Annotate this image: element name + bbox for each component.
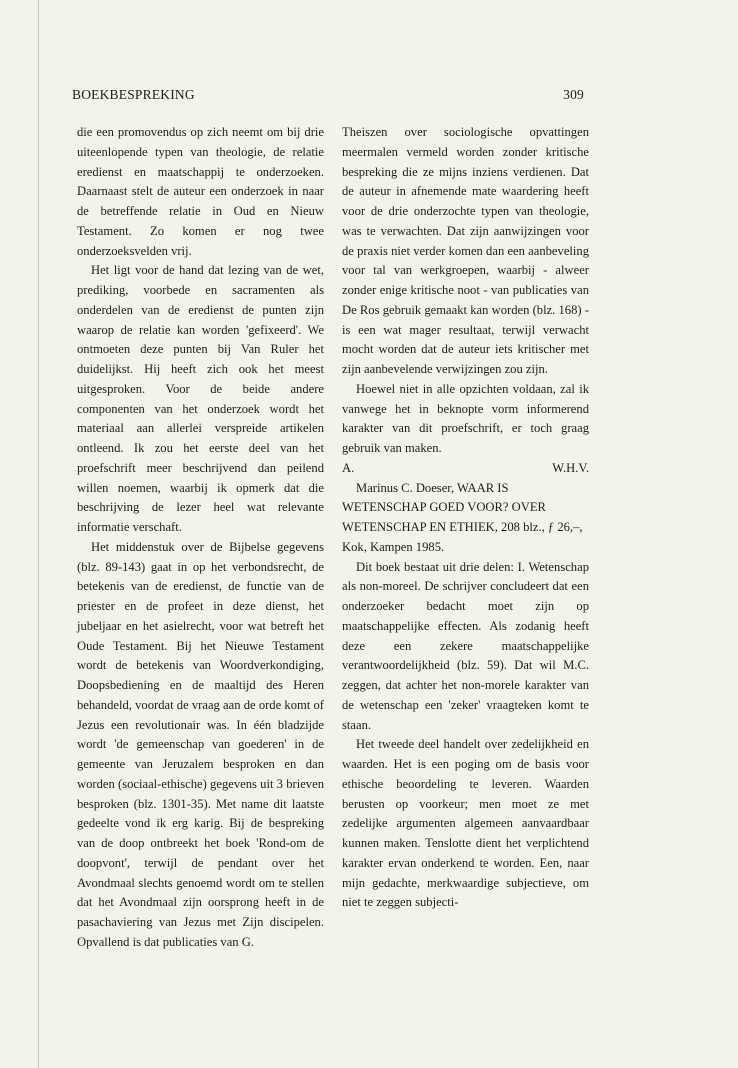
bibliographic-entry: Marinus C. Doeser, WAAR IS WETENSCHAP GOED VOOR? OVER WETENSCHAP EN ETHIEK, 208 blz., ƒ 26,–, Kok, Kampen 1985. [342,480,583,554]
right-column [342,123,589,913]
reviewer-initials: W.H.V. [552,460,589,475]
paragraph-1: die een promovendus op zich neemt om bij drie uiteenlopende typen van theologie, de relatie eredienst en maatschappij te onderzoeken. Daarnaast stelt de auteur een onderzoek in naar de betreffende relatie in Oud en Nieuw Testament. Zo komen er nog twee onderzoeksvelden vrij. [77,125,324,258]
paragraph-continued: Theiszen over sociologische opvattingen meermalen vermeld worden zonder kritische bespreking die ze mijns inziens verdienen. Dat de auteur in afnemende mate waardering heeft voor de drie onderzochte typen van theologie, was te verwachten. Dat zijn aanwijzingen voor de praxis niet verder komen dan een aanbeveling voor tal van werkgroepen, waarbij - alweer zonder enige kritische noot - van publicaties van De Ros gebruik gemaakt kan worden (blz. 168) - is een wat mager resultaat, terwijl verwacht mocht worden dat de auteur iets kritischer met zijn aanbevelende verwijzingen zou zijn. [342,125,589,376]
signature-row [342,459,589,479]
left-column [77,123,324,953]
scan-edge-line [38,0,39,1068]
review-paragraph-2: Het tweede deel handelt over zedelijkheid en waarden. Het is een poging om de basis voor ethische beoordeling te leveren. Waarden berusten op voorkeur; men moet ze met zedelijke argumenten algemeen aanvaardbaar kunnen maken. Tenslotte dient het verplichtend karakter ervan onderkend te worden. Een, naar mijn gedachte, merkwaardige subjectieve, om niet te zeggen subjecti- [342,737,589,910]
paragraph-2: Het ligt voor de hand dat lezing van de wet, prediking, voorbede en sacramenten als onderdelen van de eredienst de punten zijn waarop de relatie kan worden 'gefixeerd'. We ontmoeten deze punten bij Van Ruler het duidelijkst. Hij heeft zich ook het meest uitgesproken. Voor de beide andere componenten van het onderzoek wordt het materiaal aan allerlei verspreide artikelen ontleend. Ik zou het eerste deel van het proefschrift meer beschrijvend dan peilend willen noemen, waarbij ik opmerk dat die beschrijving de lezer heel wat relevante informatie verschaft. [77,263,324,534]
running-head [72,87,584,105]
section-title: BOEKBESPREKING [72,87,195,102]
signature-initial: A. [342,460,355,475]
review-paragraph-1: Dit boek bestaat uit drie delen: I. Wetenschap als non-moreel. De schrijver concludeert dat een onderzoeker bedacht moet zijn op maatschappelijke effecten. Als zodanig heeft deze een zekere maatschappelijke verantwoordelijkheid (blz. 59). Dat wil M.C. zeggen, dat achter het non-morele karakter van de wetenschap een 'zeker' vraagteken komt te staan. [342,559,589,732]
paragraph-3: Het middenstuk over de Bijbelse gegevens (blz. 89-143) gaat in op het verbondsrecht, de betekenis van de eredienst, de functie van de priester en de profeet in deze dienst, het jubeljaar en het asielrecht, voor wat betreft het Oude Testament. Bij het Nieuwe Testament wordt de betekenis van Woordverkondiging, Doopsbediening en de maaltijd des Heren behandeld, voordat de vraag aan de orde komt of Jezus een revolutionair was. In één bladzijde wordt 'de gemeenschap van goederen' in de gemeente van Jeruzalem besproken en dan worden (sociaal-ethische) gegevens uit 3 brieven besproken (blz. 1301-35). Met name dit laatste gedeelte vond ik erg karig. Bij de bespreking van de doop ontbreekt het boek 'Rond-om de doopvont', terwijl de pendant over het Avondmaal slechts genoemd wordt om te stellen dat het Avondmaal zijn oorsprong heeft in de pasachaviering van Jezus met Zijn discipelen. Opvallend is dat publicaties van G. [77,539,324,949]
page-number: 309 [563,87,584,102]
paragraph-conclusion: Hoewel niet in alle opzichten voldaan, zal ik vanwege het in beknopte vorm informerend karakter van dit proefschrift, er toch graag gebruik van maken. [342,381,589,455]
